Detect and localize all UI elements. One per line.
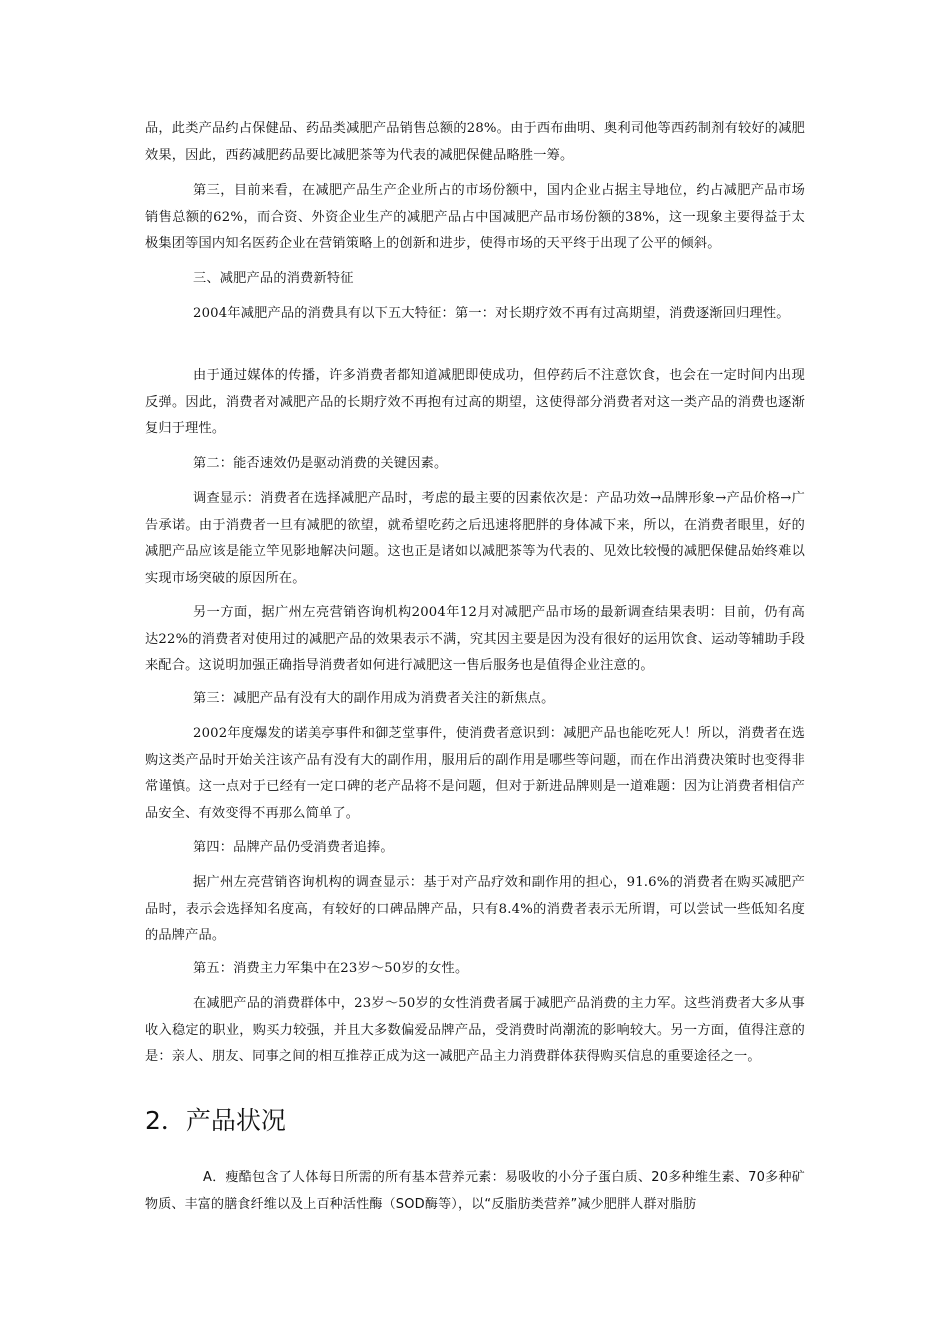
paragraph-side-effects: 2002年度爆发的诺美亭事件和御芝堂事件，使消费者意识到：减肥产品也能吃死人！所以，消费者在选购这类产品时开始关注该产品有没有大的副作用，服用后的副作用是哪些等问题，而在作出消费决策时也变得非常谨慎。这一点对于已经有一定口碑的老产品将不是问题，但对于新进品牌则是一道难题：因为让消费者相信产品安全、有效变得不再那么简单了。 (145, 726, 805, 821)
paragraph-rebound: 由于通过媒体的传播，许多消费者都知道减肥即使成功，但停药后不注意饮食，也会在一定时间内出现反弹。因此，消费者对减肥产品的长期疗效不再抱有过高的期望，这使得部分消费者对这一类产品的消费也逐渐复归于理性。 (145, 368, 805, 436)
paragraph-market-share: 第三，目前来看，在减肥产品生产企业所占的市场份额中，国内企业占据主导地位，约占减肥产品市场销售总额的62%，而合资、外资企业生产的减肥产品占中国减肥产品市场份额的38%，这一现象主要得益于太极集团等国内知名医药企业在营销策略上的创新和进步，使得市场的天平终于出现了公平的倾斜。 (145, 183, 805, 251)
paragraph-third-feature: 第三：减肥产品有没有大的副作用成为消费者关注的新焦点。 (193, 691, 555, 706)
paragraph-west-medicine: 品，此类产品约占保健品、药品类减肥产品销售总额的28%。由于西布曲明、奥利司他等西药制剂有较好的减肥效果，因此，西药减肥药品要比减肥茶等为代表的减肥保健品略胜一筹。 (145, 121, 805, 163)
paragraph-brand-survey: 据广州左亮营销咨询机构的调查显示：基于对产品疗效和副作用的担心，91.6%的消费者在购买减肥产品时，表示会选择知名度高，有较好的口碑品牌产品，只有8.4%的消费者表示无所谓，可以尝试一些低知名度的品牌产品。 (145, 875, 805, 943)
paragraph-second-feature: 第二：能否速效仍是驱动消费的关键因素。 (193, 456, 448, 471)
section-heading-product-status: 2．产品状况 (145, 1106, 286, 1135)
paragraph-fifth-feature: 第五：消费主力军集中在23岁～50岁的女性。 (193, 961, 469, 976)
paragraph-dissatisfaction: 另一方面，据广州左亮营销咨询机构2004年12月对减肥产品市场的最新调查结果表明：目前，仍有高达22%的消费者对使用过的减肥产品的效果表示不满，究其因主要是因为没有很好的运用饮食、运动等辅助手段来配合。这说明加强正确指导消费者如何进行减肥这一售后服务也是值得企业注意的。 (145, 605, 805, 673)
section-title-consumption-features: 三、减肥产品的消费新特征 (193, 271, 354, 286)
paragraph-fourth-feature: 第四：品牌产品仍受消费者追捧。 (193, 840, 394, 855)
paragraph-survey-factors: 调查显示：消费者在选择减肥产品时，考虑的最主要的因素依次是：产品功效→品牌形象→产品价格→广告承诺。由于消费者一旦有减肥的欲望，就希望吃药之后迅速将肥胖的身体减下来，所以，在消费者眼里，好的减肥产品应该是能立竿见影地解决问题。这也正是诸如以减肥茶等为代表的、见效比较慢的减肥保健品始终难以实现市场突破的原因所在。 (145, 491, 805, 586)
paragraph-five-features: 2004年减肥产品的消费具有以下五大特征：第一：对长期疗效不再有过高期望，消费逐渐回归理性。 (193, 306, 790, 321)
paragraph-main-consumers: 在减肥产品的消费群体中，23岁～50岁的女性消费者属于减肥产品消费的主力军。这些消费者大多从事收入稳定的职业，购买力较强，并且大多数偏爱品牌产品，受消费时尚潮流的影响较大。另一方面，值得注意的是：亲人、朋友、同事之间的相互推荐正成为这一减肥产品主力消费群体获得购买信息的重要途径之一。 (145, 996, 805, 1064)
paragraph-product-nutrition: A．瘦酷包含了人体每日所需的所有基本营养元素：易吸收的小分子蛋白质、20多种维生素、70多种矿物质、丰富的膳食纤维以及上百种活性酶（SOD酶等），以“反脂肪类营养”减少肥胖人群对脂肪 (145, 1170, 805, 1212)
